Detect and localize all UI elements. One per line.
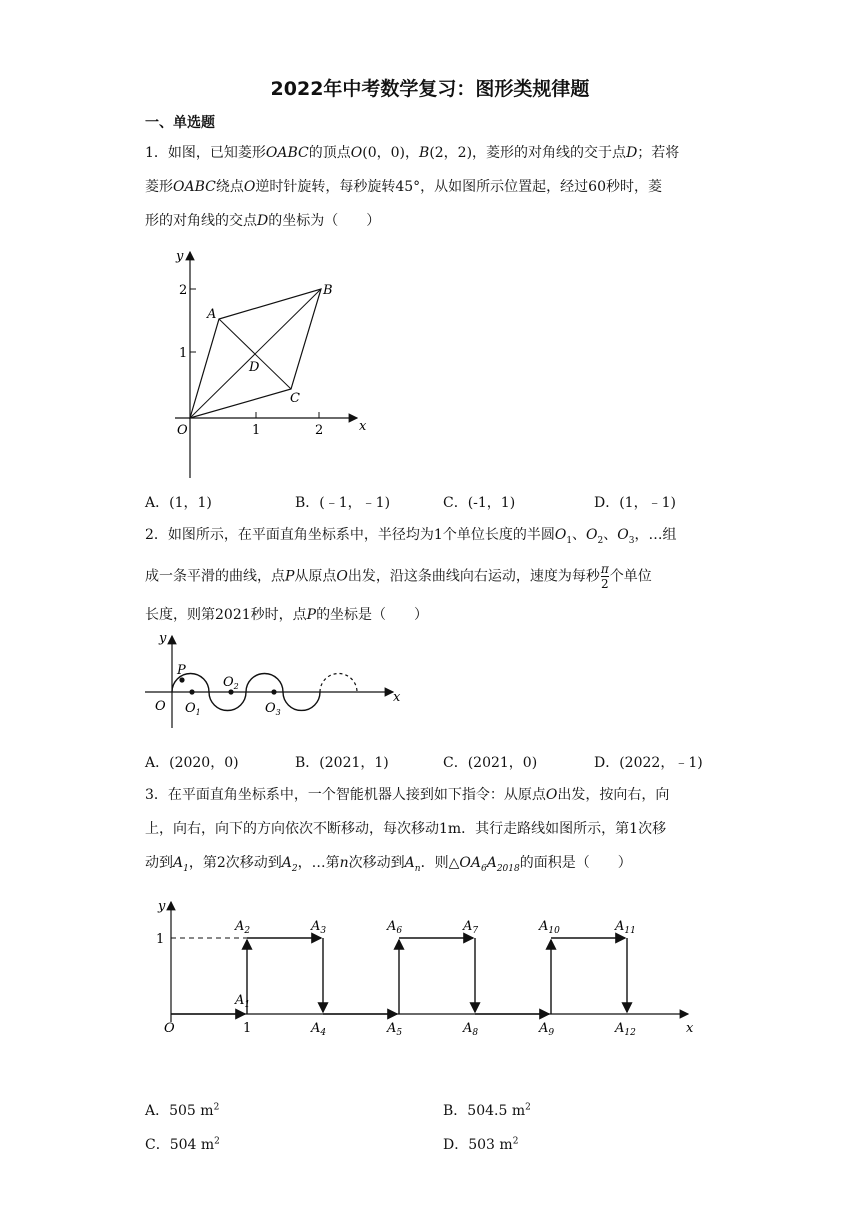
point-d-label: D <box>249 360 260 375</box>
q2-center: O <box>617 527 629 543</box>
option-text: C．504 <box>145 1137 197 1153</box>
q2-sub: 3 <box>628 535 635 546</box>
unit-exponent: 2 <box>214 1136 220 1147</box>
q2-text: 从原点 <box>294 568 337 585</box>
q3-text: 的面积是（ ） <box>519 855 632 871</box>
point-label-a6: $A_6$ <box>387 919 403 936</box>
q1-text: 菱形 <box>145 179 173 195</box>
q2-origin: O <box>336 568 348 585</box>
q3-option-d[interactable] <box>443 1134 518 1154</box>
q2-center: O <box>586 527 598 543</box>
y-tick-label-1: 1 <box>179 346 188 361</box>
q1-text: 1．如图，已知菱形 <box>145 145 266 161</box>
q2-point-p: P <box>285 568 295 585</box>
unit: m <box>200 1103 214 1119</box>
q2-text: 成一条平滑的曲线，点 <box>145 568 285 585</box>
q2-sub: 1 <box>566 535 573 546</box>
q1-text: 的顶点 <box>308 145 351 161</box>
point-p <box>179 677 184 682</box>
q2-point-p: P <box>306 607 317 623</box>
unit: m <box>511 1103 526 1119</box>
curve-continuation <box>320 674 357 693</box>
q1-figure <box>145 240 375 480</box>
point-p-label: P <box>177 663 186 678</box>
q3-text: ，…第 <box>297 855 340 871</box>
q3-text: ．则△ <box>420 855 460 871</box>
q3-line-2: 上，向右，向下的方向依次不断移动，每次移动1m．其行走路线如图所示，第1次移 <box>145 821 667 837</box>
q1-point-o: O <box>243 179 256 195</box>
point-label-a7: $A_7$ <box>463 919 479 936</box>
y-tick-label-2: 2 <box>179 283 188 298</box>
q1-line-2 <box>145 176 662 196</box>
x-axis-label: x <box>359 419 367 434</box>
unit: m <box>499 1137 513 1153</box>
q2-figure <box>145 628 415 730</box>
q2-option-d[interactable]: D．(2022，﹣1) <box>594 755 703 771</box>
option-text: A．505 <box>145 1103 196 1119</box>
pi-over-2-fraction <box>601 562 609 591</box>
origin-label: O <box>177 423 188 438</box>
point-label-a5: $A_5$ <box>387 1021 403 1038</box>
q2-sub: 2 <box>597 535 604 546</box>
q3-text: 3．在平面直角坐标系中，一个智能机器人接到如下指令：从原点 <box>145 787 546 803</box>
page-title: 2022年中考数学复习：图形类规律题 <box>270 78 590 100</box>
q2-text: 个单位 <box>609 568 652 585</box>
y-axis-label: y <box>176 249 184 264</box>
q2-line-1: 2．如图所示，在平面直角坐标系中，半径均为1个单位长度的半圆$O_1$、$O_2$、$O_3$，…组 <box>145 527 677 546</box>
q3-text: 出发，按向右，向 <box>557 787 670 803</box>
q1-point-o: O <box>350 145 363 161</box>
center-o2-label: $O_2$ <box>223 675 239 691</box>
point-a-label: A <box>207 307 217 322</box>
q1-text: 的坐标为（ ） <box>268 213 381 229</box>
point-label-a1: $A_1$ <box>235 993 251 1010</box>
q1-text: ；若将 <box>637 145 680 161</box>
center-o3-label: $O_3$ <box>265 701 281 717</box>
point-label-a8: $A_8$ <box>463 1021 479 1038</box>
x-axis-label: x <box>393 690 401 705</box>
option-text: B．504.5 <box>443 1103 508 1119</box>
q2-text: …组 <box>648 527 677 543</box>
q2-text: 的坐标是（ ） <box>316 607 429 623</box>
q3-figure <box>150 890 710 1040</box>
q3-text: 动到 <box>145 855 173 871</box>
q2-text: 、 <box>572 527 587 543</box>
q3-sub-n: n <box>414 863 421 874</box>
q1-text: (2，2)，菱形的对角线的交于点 <box>429 145 627 161</box>
q2-text: 出发，沿这条曲线向右运动，速度为每秒 <box>347 568 600 585</box>
q3-a: A <box>281 855 292 871</box>
point-label-a10: $A_{10}$ <box>539 919 560 936</box>
q1-line-3 <box>145 210 380 230</box>
q3-a: A <box>173 855 184 871</box>
q2-text: 2．如图所示，在平面直角坐标系中，半径均为1个单位长度的半圆 <box>145 527 555 543</box>
q3-sub: 1 <box>183 863 189 874</box>
q2-text: 长度，则第2021秒时，点 <box>145 607 307 623</box>
unit-exponent: 2 <box>512 1136 519 1147</box>
fraction-numerator: π <box>600 562 609 576</box>
origin-label: O <box>164 1021 175 1036</box>
q3-origin: O <box>545 787 558 803</box>
q3-option-b[interactable] <box>443 1100 531 1120</box>
q2-line-2 <box>145 562 652 591</box>
q2-text: 、 <box>603 527 618 543</box>
fraction-denominator: 2 <box>601 577 609 591</box>
q1-text: 绕点 <box>215 179 244 195</box>
q3-option-a[interactable] <box>145 1100 219 1120</box>
q3-line-3: 动到$A_1$，第2次移动到$A_2$，…第n次移动到$A_n$．则$\triangle OA_6A_{2018}$的面积是（ ） <box>145 855 632 874</box>
y-tick-label: 1 <box>156 932 165 947</box>
point-labels <box>234 919 636 1038</box>
point-label-a4: $A_4$ <box>311 1021 327 1038</box>
center-o1 <box>189 689 194 694</box>
q1-point-d: D <box>257 213 269 229</box>
q1-rhombus-name: OABC <box>265 145 309 161</box>
q3-a: A <box>404 855 415 871</box>
unit-exponent: 2 <box>213 1102 220 1113</box>
q1-point-b: B <box>419 145 430 161</box>
q1-rhombus-name: OABC <box>173 179 216 195</box>
q2-option-b[interactable]: B．(2021，1) <box>295 755 389 771</box>
q1-text: 形的对角线的交点 <box>145 213 257 229</box>
q1-text: 逆时针旋转，每秒旋转45°，从如图所示位置起，经过60秒时，菱 <box>255 179 662 195</box>
q1-point-d: D <box>626 145 638 161</box>
x-tick-label-2: 2 <box>315 423 324 438</box>
q3-sub: 2 <box>291 863 298 874</box>
q1-text: (0，0)， <box>362 145 420 161</box>
x-axis-label: x <box>686 1021 694 1036</box>
q1-option-b[interactable]: B．(﹣1，﹣1) <box>295 495 391 511</box>
q3-text: 次移动到 <box>348 855 405 871</box>
y-axis-label: y <box>158 899 166 914</box>
point-label-a2: $A_2$ <box>235 919 251 936</box>
x-tick-label-1: 1 <box>252 423 261 438</box>
q2-line-3 <box>145 604 428 624</box>
q1-option-a[interactable]: A．(1，1) <box>145 495 212 511</box>
section-heading: 一、单选题 <box>145 115 215 131</box>
q1-line-1 <box>145 142 679 162</box>
q3-option-c[interactable] <box>145 1134 220 1154</box>
y-axis-label: y <box>159 631 167 646</box>
point-b-label: B <box>323 283 333 298</box>
point-label-a3: $A_3$ <box>311 919 327 936</box>
q2-option-c[interactable]: C．(2021，0) <box>443 755 538 771</box>
point-label-a11: $A_{11}$ <box>615 919 636 936</box>
option-text: D．503 <box>443 1137 495 1153</box>
center-o1-label: $O_1$ <box>185 701 201 717</box>
unit: m <box>200 1137 215 1153</box>
q1-option-c[interactable]: C．(-1，1) <box>443 495 516 511</box>
origin-label: O <box>155 699 166 714</box>
q1-option-d[interactable]: D．(1，﹣1) <box>594 495 676 511</box>
q3-text: ，第2次移动到 <box>188 855 282 871</box>
x-tick-label: 1 <box>243 1021 252 1036</box>
q3-n: n <box>339 855 349 871</box>
unit-exponent: 2 <box>525 1102 531 1113</box>
point-label-a9: $A_9$ <box>539 1021 555 1038</box>
q2-center: O <box>554 527 567 543</box>
point-c-label: C <box>290 391 300 406</box>
point-label-a12: $A_{12}$ <box>615 1021 636 1038</box>
q3-line-1 <box>145 784 669 804</box>
center-o3 <box>271 689 276 694</box>
q2-option-a[interactable]: A．(2020，0) <box>145 755 239 771</box>
